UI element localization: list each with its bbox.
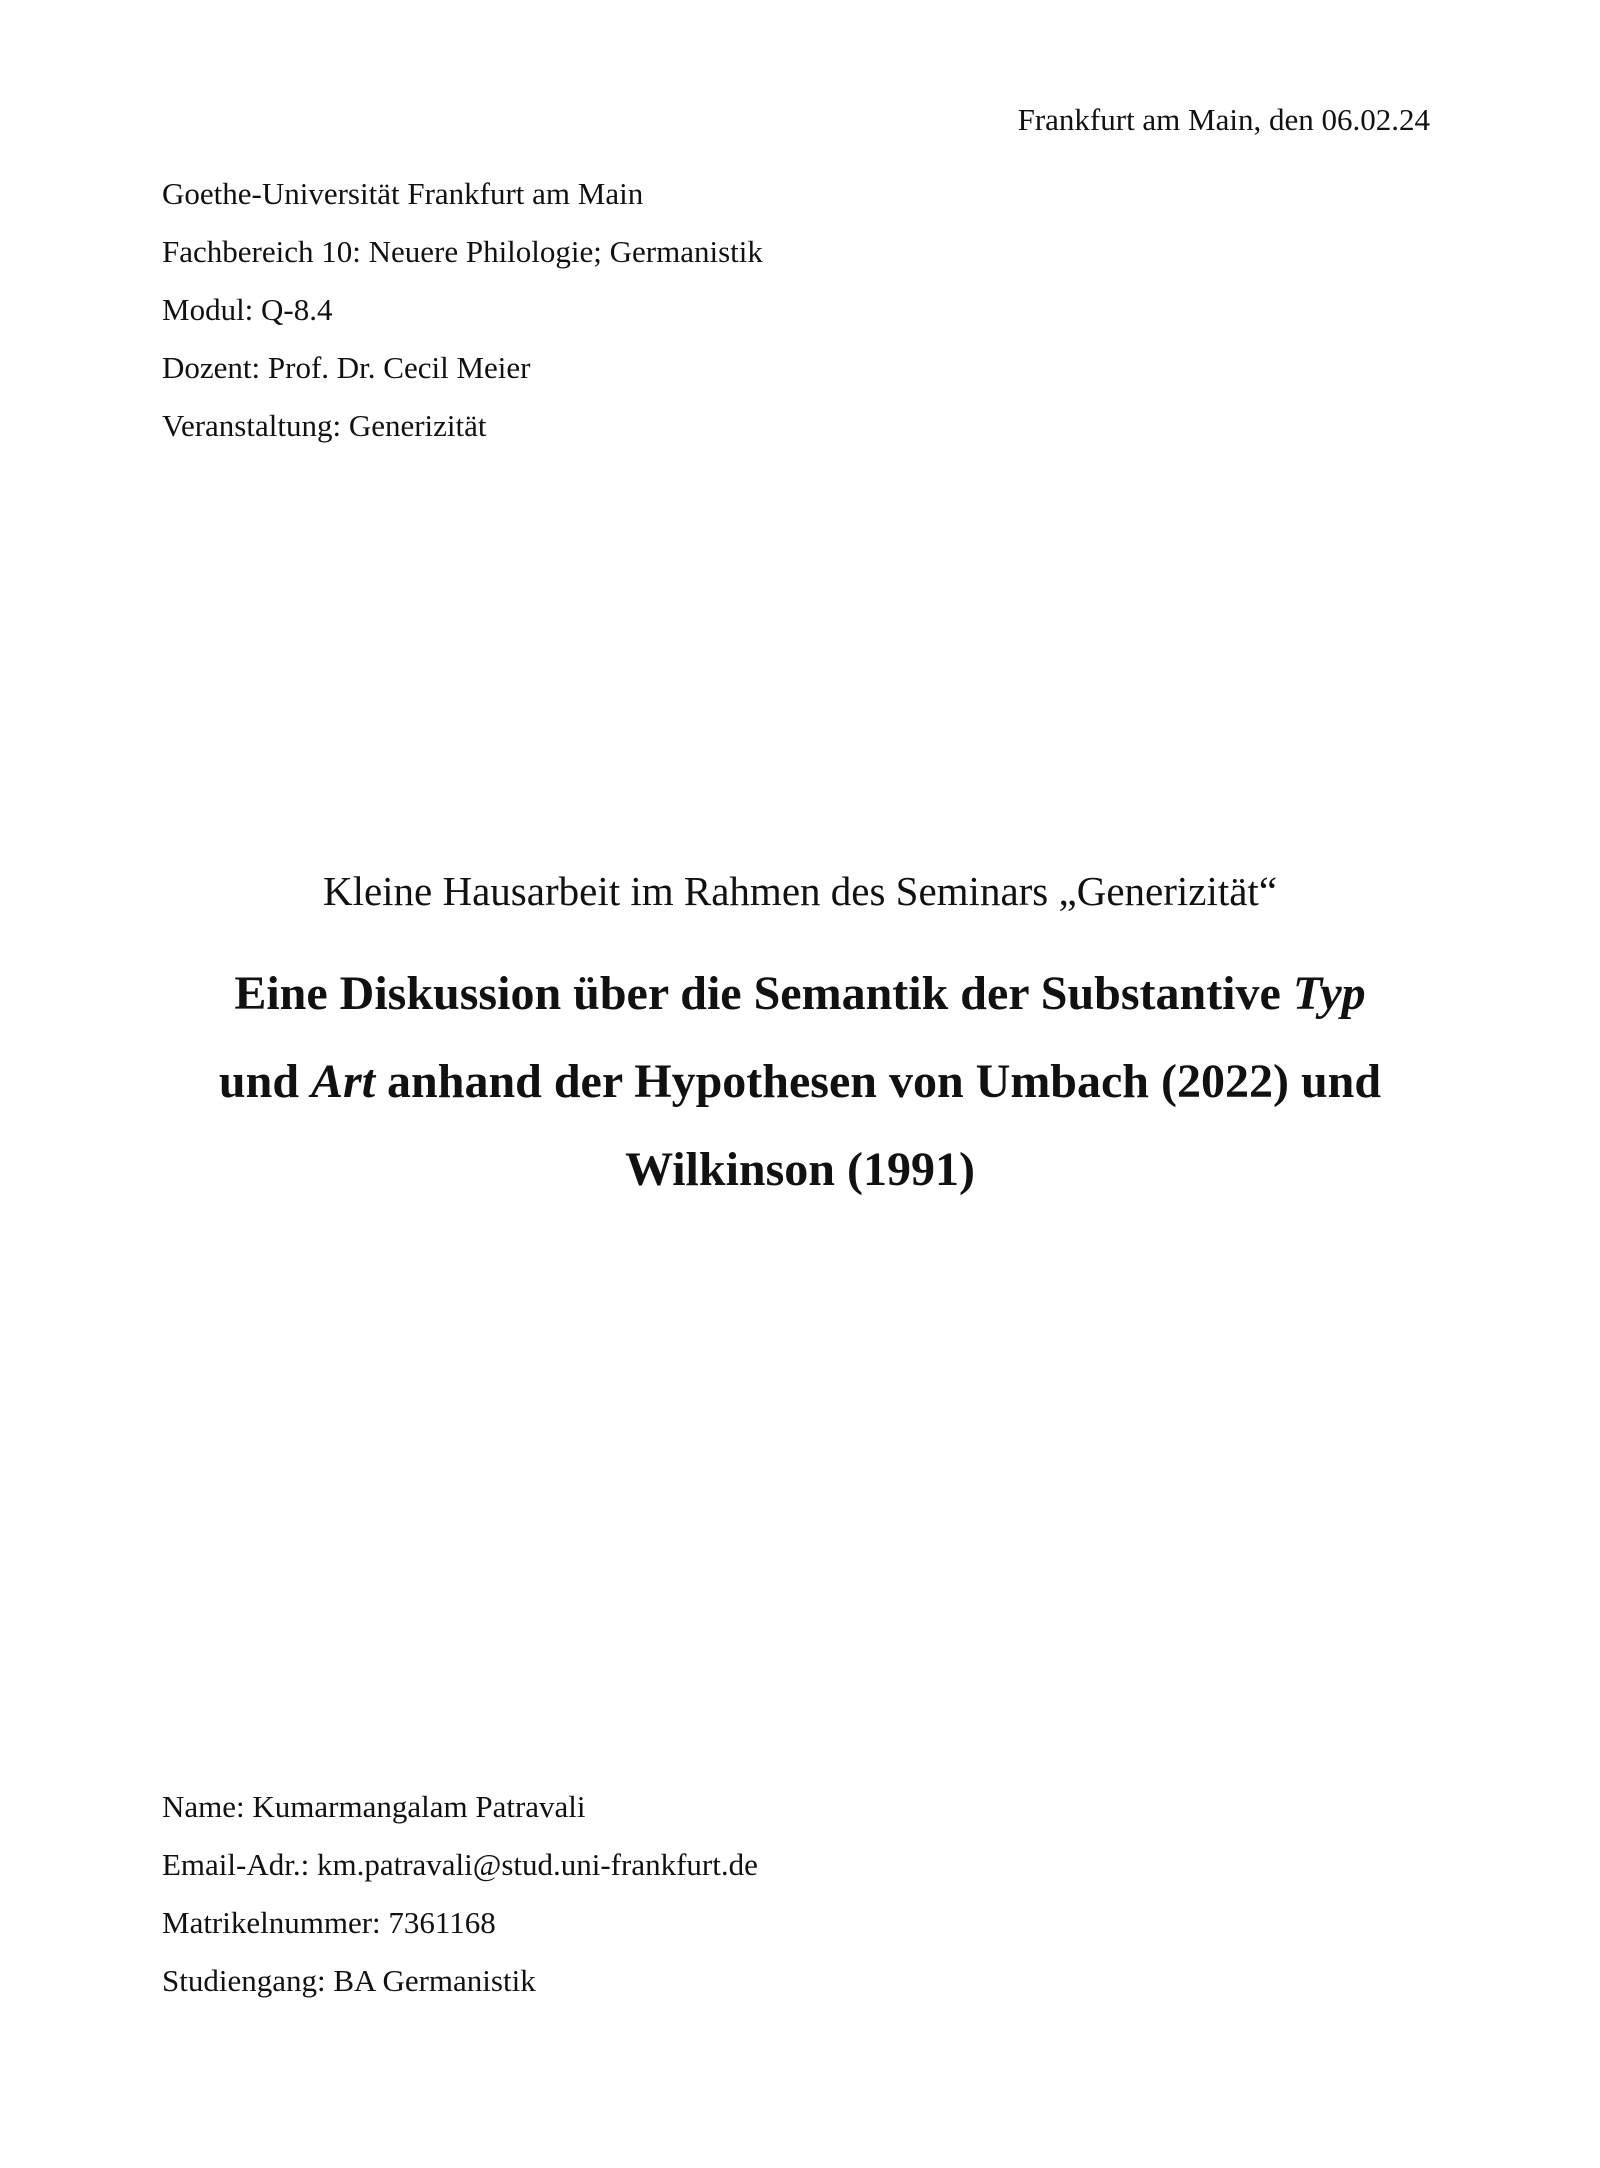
- module-line: Modul: Q-8.4: [162, 292, 333, 327]
- student-program: Studiengang: BA Germanistik: [162, 1963, 536, 1998]
- student-name: Name: Kumarmangalam Patravali: [162, 1789, 586, 1824]
- course-line: Veranstaltung: Generizität: [162, 408, 487, 443]
- paper-title: [130, 950, 1470, 1214]
- title-text: anhand der Hypothesen von Umbach (2022) und: [375, 1055, 1382, 1108]
- title-term-art: Art: [311, 1055, 376, 1108]
- title-line-2: [130, 1038, 1470, 1126]
- lecturer-line: Dozent: Prof. Dr. Cecil Meier: [162, 350, 531, 385]
- department-line: Fachbereich 10: Neuere Philologie; Germanistik: [162, 234, 763, 269]
- student-matriculation-number: Matrikelnummer: 7361168: [162, 1905, 496, 1940]
- title-line-3: Wilkinson (1991): [625, 1143, 975, 1196]
- university-name: Goethe-Universität Frankfurt am Main: [162, 176, 644, 211]
- title-text: Eine Diskussion über die Semantik der Substantive: [234, 967, 1293, 1020]
- title-term-typ: Typ: [1292, 967, 1366, 1020]
- student-info: [162, 1787, 758, 2019]
- date-line: Frankfurt am Main, den 06.02.24: [1017, 102, 1430, 137]
- student-email: Email-Adr.: km.patravali@stud.uni-frankfurt.de: [162, 1847, 758, 1882]
- paper-subtitle: Kleine Hausarbeit im Rahmen des Seminars „Generizität“: [322, 868, 1278, 914]
- title-text: und: [218, 1055, 312, 1108]
- institution-info: [162, 174, 763, 464]
- title-line-1: [130, 950, 1470, 1038]
